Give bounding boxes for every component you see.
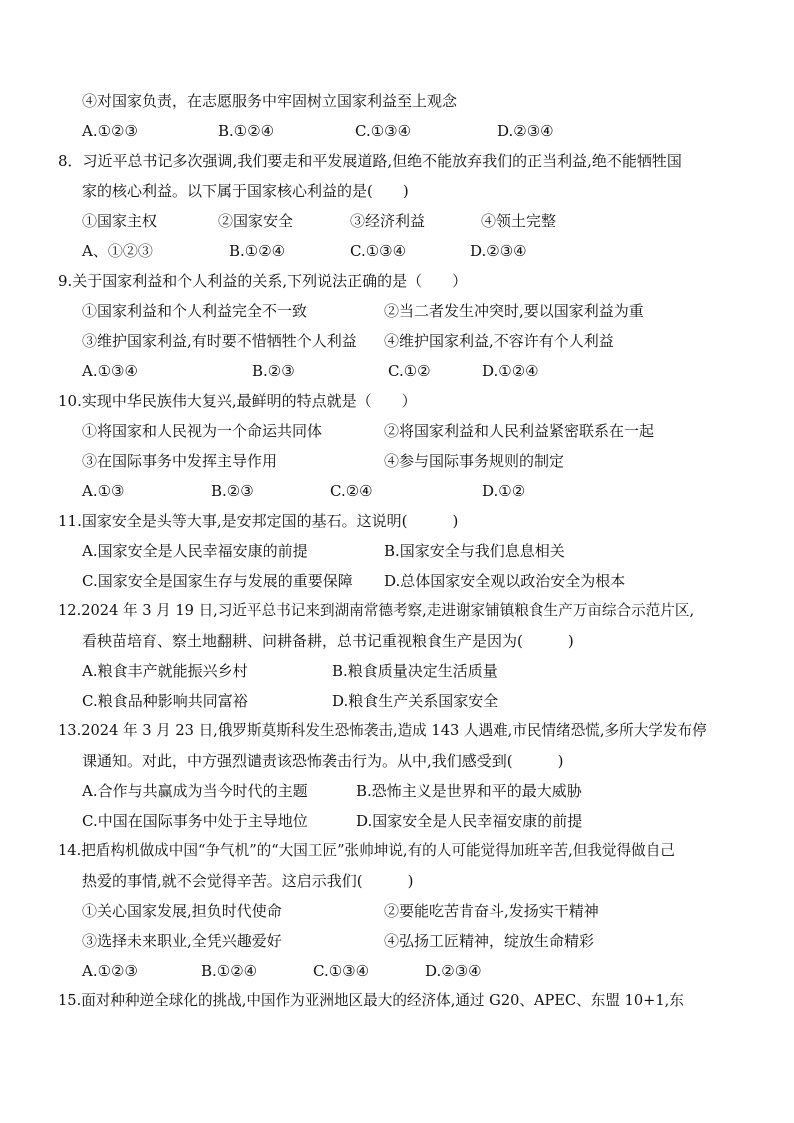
q9-items-row2 [0,330,794,352]
q8-options [0,240,794,262]
q10-option-b[interactable]: B.②③ [211,482,254,500]
q8-option-c[interactable]: C.①③④ [350,242,407,260]
q7-option-a[interactable]: A.①②③ [82,122,138,140]
q8-item-4: ④领土完整 [481,212,557,230]
q8-items [0,210,794,232]
q11-options-row1 [0,540,794,562]
q9-item-3: ③维护国家利益,有时要不惜牺牲个人利益 [82,332,357,350]
q14-item-1: ①关心国家发展,担负时代使命 [82,902,282,920]
q13-stem-line1: 13.2024 年 3 月 23 日,俄罗斯莫斯科发生恐怖袭击,造成 143 人遇难,市民情绪恐慌,多所大学发布停 [58,722,707,739]
q10-items-row2 [0,450,794,472]
q13-option-b[interactable]: B.恐怖主义是世界和平的最大威胁 [356,782,582,800]
q10-stem: 10.实现中华民族伟大复兴,最鲜明的特点就是（ ） [58,392,417,410]
q9-option-b[interactable]: B.②③ [252,362,295,380]
q9-item-4: ④维护国家利益,不容许有个人利益 [384,332,614,350]
q8-option-a[interactable]: A、①②③ [82,242,153,260]
q11-option-a[interactable]: A.国家安全是人民幸福安康的前提 [82,542,308,560]
q13-options-row1 [0,780,794,802]
q8-option-b[interactable]: B.①②④ [229,242,286,260]
q8-stem-line1: 8．习近平总书记多次强调,我们要走和平发展道路,但绝不能放弃我们的正当利益,绝不能牺牲国 [58,152,682,170]
q14-options [0,960,794,982]
q10-item-1: ①将国家和人民视为一个命运共同体 [82,422,323,440]
q10-options [0,480,794,502]
q12-option-a[interactable]: A.粮食丰产就能振兴乡村 [82,662,248,680]
q12-options-row2 [0,690,794,712]
q10-item-4: ④参与国际事务规则的制定 [384,452,565,470]
q7-options [0,120,794,142]
q10-option-a[interactable]: A.①③ [82,482,125,500]
q12-option-c[interactable]: C.粮食品种影响共同富裕 [82,692,248,710]
q9-option-a[interactable]: A.①③④ [82,362,138,380]
q7-item-4: ④对国家负责，在志愿服务中牢固树立国家利益至上观念 [82,92,458,110]
q10-item-3: ③在国际事务中发挥主导作用 [82,452,278,470]
q9-options [0,360,794,382]
q8-item-1: ①国家主权 [82,212,158,230]
q10-item-2: ②将国家利益和人民利益紧密联系在一起 [384,422,655,440]
q7-option-d[interactable]: D.②③④ [497,122,554,140]
q14-item-3: ③选择未来职业,全凭兴趣爱好 [82,932,282,950]
q8-stem-line2: 家的核心利益。以下属于国家核心利益的是( ) [82,182,409,200]
q14-option-b[interactable]: B.①②④ [201,962,258,980]
q7-option-b[interactable]: B.①②④ [218,122,275,140]
q9-option-c[interactable]: C.①② [388,362,431,380]
q14-option-c[interactable]: C.①③④ [313,962,370,980]
q9-option-d[interactable]: D.①②④ [482,362,539,380]
q14-items-row2 [0,930,794,952]
q7-option-c[interactable]: C.①③④ [355,122,412,140]
q13-options-row2 [0,810,794,832]
q10-option-d[interactable]: D.①② [482,482,526,500]
q14-stem-line1: 14.把盾构机做成中国“争气机”的“大国工匠”张帅坤说,有的人可能觉得加班辛苦,但我觉得做自己 [58,842,675,859]
q9-item-2: ②当二者发生冲突时,要以国家利益为重 [384,302,644,320]
q13-option-d[interactable]: D.国家安全是人民幸福安康的前提 [356,812,583,830]
q8-option-d[interactable]: D.②③④ [470,242,527,260]
q9-stem: 9.关于国家利益和个人利益的关系,下列说法正确的是（ ） [58,272,468,290]
q10-items-row1 [0,420,794,442]
q11-option-b[interactable]: B.国家安全与我们息息相关 [384,542,565,560]
q14-option-a[interactable]: A.①②③ [82,962,138,980]
q14-item-4: ④弘扬工匠精神，绽放生命精彩 [384,932,595,950]
q13-option-c[interactable]: C.中国在国际事务中处于主导地位 [82,812,308,830]
q11-option-c[interactable]: C.国家安全是国家生存与发展的重要保障 [82,572,353,590]
q15-stem-line1: 15.面对种种逆全球化的挑战,中国作为亚洲地区最大的经济体,通过 G20、APEC、东盟 10+1,东 [58,992,684,1009]
q10-option-c[interactable]: C.②④ [330,482,373,500]
q8-item-2: ②国家安全 [218,212,294,230]
q12-option-d[interactable]: D.粮食生产关系国家安全 [332,692,499,710]
q11-options-row2 [0,570,794,592]
q9-items-row1 [0,300,794,322]
q12-stem-line1: 12.2024 年 3 月 19 日,习近平总书记来到湖南常德考察,走进谢家铺镇粮食生产万亩综合示范片区, [58,602,695,619]
q13-stem-line2: 课通知。对此，中方强烈谴责该恐怖袭击行为。从中,我们感受到( ) [82,752,564,770]
q14-stem-line2: 热爱的事情,就不会觉得辛苦。这启示我们( ) [82,872,414,890]
q12-options-row1 [0,660,794,682]
q14-items-row1 [0,900,794,922]
q12-option-b[interactable]: B.粮食质量决定生活质量 [332,662,498,680]
q11-stem: 11.国家安全是头等大事,是安邦定国的基石。这说明( ) [58,512,459,530]
q14-item-2: ②要能吃苦肯奋斗,发扬实干精神 [384,902,599,920]
q11-option-d[interactable]: D.总体国家安全观以政治安全为根本 [384,572,626,590]
q12-stem-line2: 看秧苗培育、察土地翻耕、问耕备耕，总书记重视粮食生产是因为( ) [82,632,574,650]
q8-item-3: ③经济利益 [350,212,426,230]
q9-item-1: ①国家利益和个人利益完全不一致 [82,302,308,320]
q14-option-d[interactable]: D.②③④ [425,962,482,980]
q13-option-a[interactable]: A.合作与共赢成为当今时代的主题 [82,782,308,800]
